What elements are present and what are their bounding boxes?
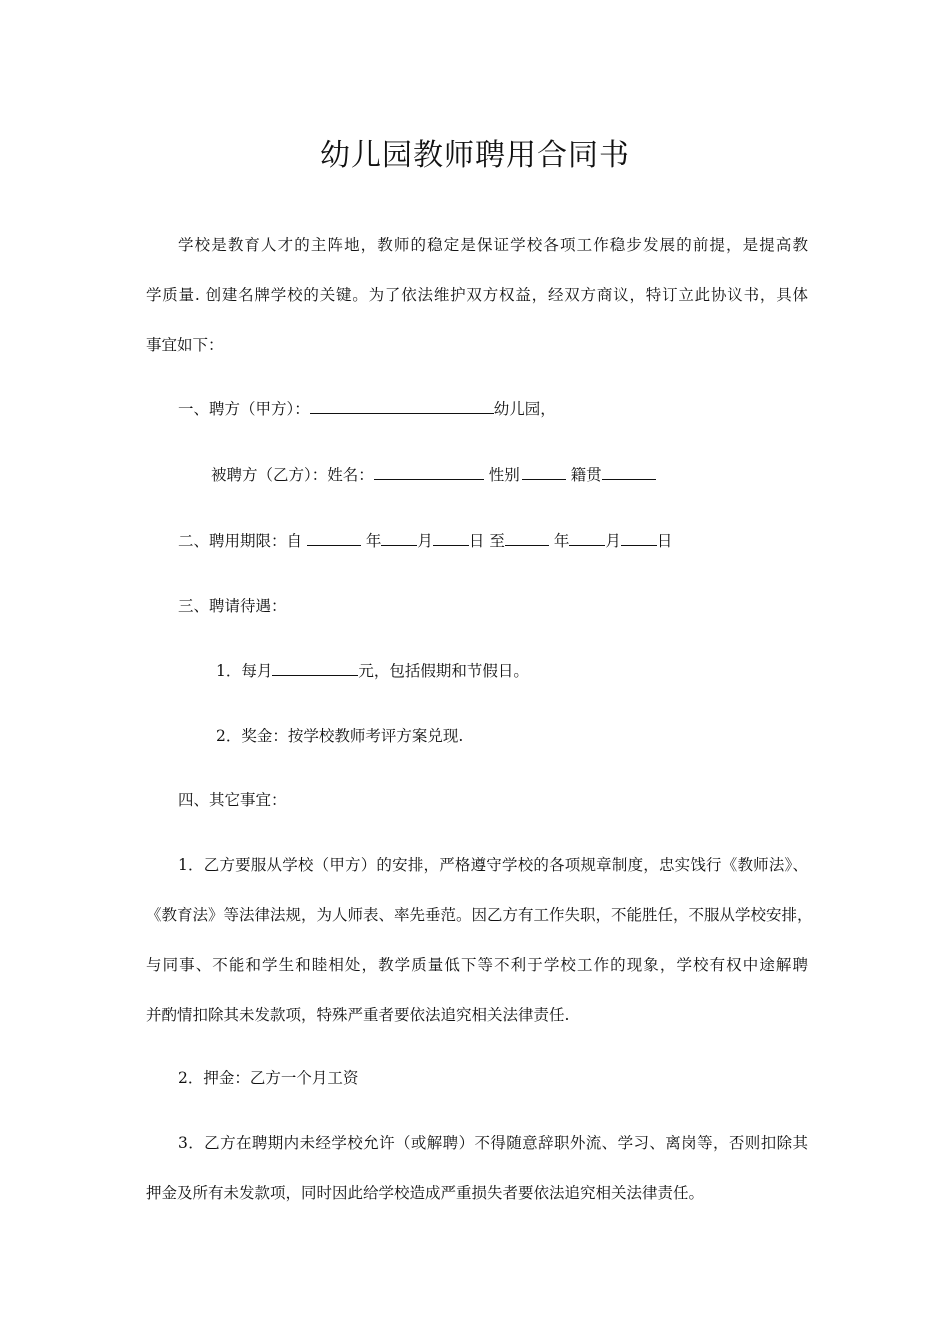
salary-blank	[272, 660, 358, 676]
end-year-unit: 年	[553, 532, 570, 550]
section-4-item-1-line-2: 《教育法》等法律法规，为人师表、率先垂范。因乙方有工作失职，不能胜任，不服从学校安排，	[146, 906, 813, 924]
salary-prefix: 1．每月	[216, 662, 273, 680]
section-4-item-1-line-3: 与同事、不能和学生和睦相处，教学质量低下等不利于学校工作的现象，学校有权中途解聘	[146, 956, 808, 974]
section-1-employer	[178, 398, 556, 419]
employer-name-blank	[310, 398, 494, 414]
employer-suffix: 幼儿园，	[493, 400, 556, 418]
employee-name-label: 被聘方（乙方）：姓名：	[211, 466, 374, 484]
period-label: 二、聘用期限：自	[178, 532, 303, 550]
start-year-unit: 年	[365, 532, 382, 550]
salary-suffix: 元，包括假期和节假日。	[358, 662, 529, 680]
start-day-blank	[433, 530, 469, 546]
section-4-item-3-line-2: 押金及所有未发款项，同时因此给学校造成严重损失者要依法追究相关法律责任。	[146, 1184, 705, 1202]
gender-blank	[522, 464, 566, 480]
origin-label: 籍贯	[570, 466, 602, 484]
end-month-unit: 月	[605, 532, 621, 550]
employee-name-blank	[374, 464, 484, 480]
section-2-period	[178, 530, 672, 551]
start-year-blank	[307, 530, 361, 546]
section-1-employee	[211, 464, 656, 485]
intro-line-2: 学质量. 创建名牌学校的关键。为了依法维护双方权益，经双方商议，特订立此协议书，具体	[146, 286, 808, 304]
start-month-unit: 月	[417, 532, 433, 550]
intro-line-1: 学校是教育人才的主阵地，教师的稳定是保证学校各项工作稳步发展的前提，是提高教	[178, 236, 808, 254]
gender-label: 性别	[488, 466, 520, 484]
intro-line-3: 事宜如下：	[146, 336, 224, 354]
end-day-unit: 日	[656, 532, 673, 550]
section-4-item-1-line-1: 1．乙方要服从学校（甲方）的安排，严格遵守学校的各项规章制度，忠实饯行《教师法》、	[178, 856, 808, 874]
start-day-unit: 日	[468, 532, 485, 550]
section-3-item-2: 2．奖金：按学校教师考评方案兑现.	[216, 727, 464, 745]
end-year-blank	[505, 530, 549, 546]
to-word: 至	[489, 532, 505, 550]
section-4-item-3-line-1: 3．乙方在聘期内未经学校允许（或解聘）不得随意辞职外流、学习、离岗等，否则扣除其	[178, 1134, 808, 1152]
page-title: 幼儿园教师聘用合同书	[320, 138, 630, 173]
section-3-item-1	[216, 660, 529, 681]
start-month-blank	[381, 530, 417, 546]
employer-label: 一、聘方（甲方）：	[178, 400, 310, 418]
section-4-heading: 四、其它事宜：	[178, 791, 287, 809]
end-month-blank	[569, 530, 605, 546]
section-4-item-2: 2．押金：乙方一个月工资	[178, 1069, 359, 1087]
section-4-item-1-line-4: 并酌情扣除其未发款项，特殊严重者要依法追究相关法律责任.	[146, 1006, 570, 1024]
section-3-heading: 三、聘请待遇：	[178, 597, 287, 615]
end-day-blank	[621, 530, 657, 546]
origin-blank	[602, 464, 656, 480]
